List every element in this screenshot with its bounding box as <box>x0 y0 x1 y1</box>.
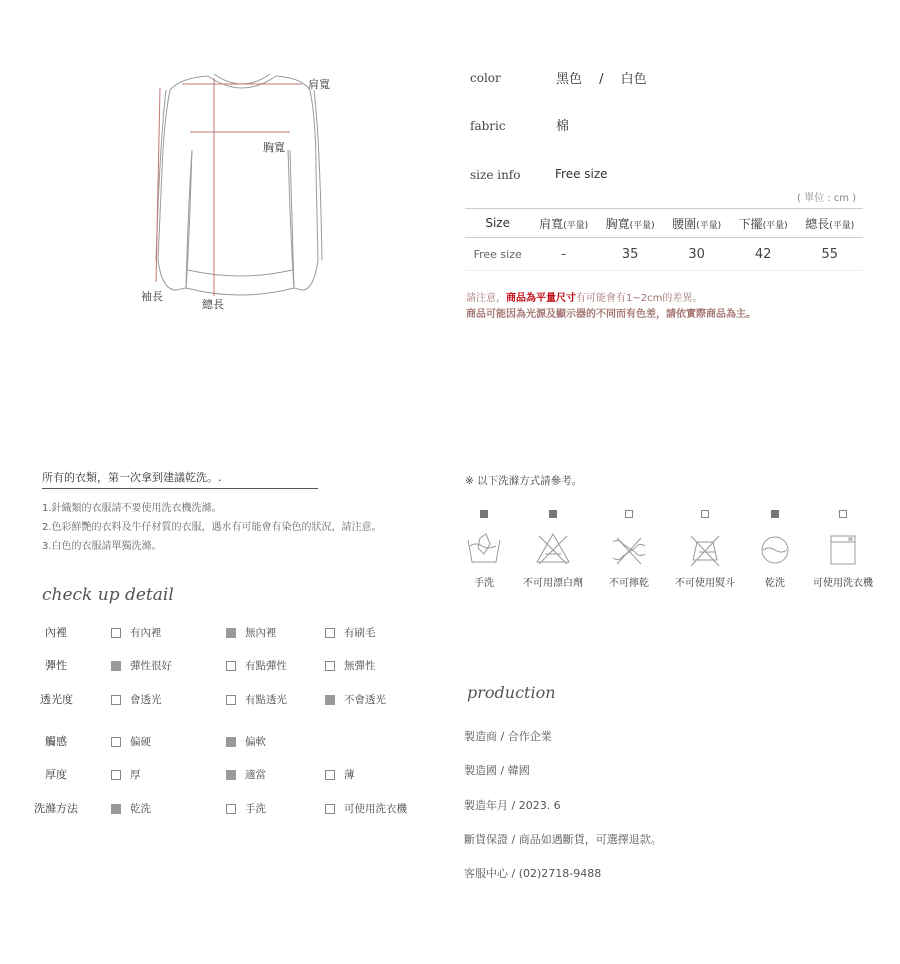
chest-col-header: 胸寬(平量) <box>597 209 664 238</box>
detail-option <box>111 625 162 640</box>
detail-option <box>226 767 266 782</box>
detail-option-label: 無內裡 <box>245 627 277 639</box>
detail-option <box>325 625 376 640</box>
unchecked-box-icon <box>111 628 121 638</box>
checked-box-icon <box>226 770 236 780</box>
wash-item <box>513 510 593 589</box>
table-row <box>465 238 863 271</box>
detail-option <box>111 801 151 816</box>
table-cell: Free size <box>465 238 530 271</box>
no-bleach-icon <box>535 532 571 568</box>
table-cell: 35 <box>597 238 664 271</box>
detail-option-label: 有刷毛 <box>344 627 376 639</box>
checked-box-icon <box>480 510 488 518</box>
wash-item <box>803 510 883 589</box>
wash-label: 手洗 <box>474 578 494 589</box>
notice-line-1: 請注意，商品為平量尺寸有可能會有1~2cm的差異。 <box>466 293 703 304</box>
care-title: 所有的衣類，第一次拿到建議乾洗。. <box>42 469 318 489</box>
detail-option <box>226 734 266 749</box>
detail-option-label: 厚 <box>130 769 141 781</box>
detail-option-label: 有點透光 <box>245 694 287 706</box>
hand-wash-icon <box>466 532 502 568</box>
unchecked-box-icon <box>111 695 121 705</box>
label-sleeve: 袖長 <box>141 290 163 303</box>
detail-row-label: 彈性 <box>45 659 67 672</box>
color-label: color <box>470 71 501 85</box>
table-cell: 30 <box>663 238 730 271</box>
unchecked-box-icon <box>839 510 847 518</box>
shoulder-col-header: 肩寬(平量) <box>530 209 597 238</box>
wash-item <box>665 510 745 589</box>
detail-option-label: 乾洗 <box>130 803 151 815</box>
detail-option-label: 無彈性 <box>344 660 376 672</box>
detail-option-label: 手洗 <box>245 803 266 815</box>
detail-option-label: 薄 <box>344 769 355 781</box>
washing-machine-icon <box>825 532 861 568</box>
detail-option <box>325 767 355 782</box>
checked-box-icon <box>771 510 779 518</box>
checked-box-icon <box>549 510 557 518</box>
detail-option <box>325 801 407 816</box>
detail-option-label: 有內裡 <box>130 627 162 639</box>
table-cell: 42 <box>730 238 797 271</box>
unit-note: ( 單位 : cm ) <box>797 193 857 204</box>
table-cell: 55 <box>796 238 863 271</box>
wash-label: 可使用洗衣機 <box>813 578 873 589</box>
fabric-label: fabric <box>470 119 506 133</box>
detail-option <box>111 734 151 749</box>
unchecked-box-icon <box>325 804 335 814</box>
dry-clean-icon <box>757 532 793 568</box>
detail-row-label: 洗滌方法 <box>34 802 78 815</box>
checked-box-icon <box>325 695 335 705</box>
no-wring-icon <box>611 532 647 568</box>
care-item: 1.針織類的衣服請不要使用洗衣機洗滌。 <box>42 503 222 514</box>
wash-label: 不可使用熨斗 <box>675 578 735 589</box>
detail-option <box>325 692 386 707</box>
unchecked-box-icon <box>226 695 236 705</box>
detail-option <box>226 801 266 816</box>
detail-option-label: 有點彈性 <box>245 660 287 672</box>
size-col-header: Size <box>465 209 530 238</box>
wash-item <box>444 510 524 589</box>
size-table-header <box>465 209 863 238</box>
detail-option <box>111 658 172 673</box>
care-item: 2.色彩鮮艷的衣料及牛仔材質的衣服，遇水有可能會有染色的狀況，請注意。 <box>42 522 382 533</box>
hem-col-header: 下擺(平量) <box>730 209 797 238</box>
unchecked-box-icon <box>111 737 121 747</box>
detail-heading: check up detail <box>42 585 174 605</box>
unchecked-box-icon <box>325 628 335 638</box>
detail-option-label: 彈性很好 <box>130 660 172 672</box>
fabric-value: 棉 <box>556 119 570 134</box>
care-item: 3.白色的衣服請單獨洗滌。 <box>42 541 162 552</box>
detail-option <box>111 767 141 782</box>
production-service: 客服中心 / (02)2718-9488 <box>464 867 602 880</box>
detail-option <box>325 658 376 673</box>
checked-box-icon <box>226 737 236 747</box>
washing-note: ※ 以下洗滌方式請參考。 <box>465 475 583 487</box>
checked-box-icon <box>111 661 121 671</box>
detail-option-label: 不會透光 <box>344 694 386 706</box>
unchecked-box-icon <box>625 510 633 518</box>
length-col-header: 總長(平量) <box>796 209 863 238</box>
detail-option <box>226 658 287 673</box>
label-shoulder: 肩寬 <box>308 78 330 91</box>
garment-diagram <box>130 60 340 310</box>
wash-label: 不可擰乾 <box>609 578 649 589</box>
detail-option-label: 偏硬 <box>130 736 151 748</box>
no-iron-icon <box>687 532 723 568</box>
label-chest: 胸寬 <box>263 141 285 154</box>
detail-option <box>111 692 162 707</box>
detail-row-label: 厚度 <box>45 768 67 781</box>
wash-item <box>589 510 669 589</box>
table-cell: - <box>530 238 597 271</box>
production-guarantee: 斷貨保證 / 商品如遇斷貨，可選擇退款。 <box>464 833 662 846</box>
detail-option-label: 會透光 <box>130 694 162 706</box>
detail-row-label: 內裡 <box>45 626 67 639</box>
color-value: 黑色 / 白色 <box>556 72 647 87</box>
wash-label: 乾洗 <box>765 578 785 589</box>
unchecked-box-icon <box>325 770 335 780</box>
production-country: 製造國 / 韓國 <box>464 764 530 777</box>
detail-option-label: 偏軟 <box>245 736 266 748</box>
detail-row-label: 透光度 <box>40 693 73 706</box>
production-maker: 製造商 / 合作企業 <box>464 730 552 743</box>
sizeinfo-label: size info <box>470 168 521 182</box>
unchecked-box-icon <box>111 770 121 780</box>
unchecked-box-icon <box>701 510 709 518</box>
notice-line-2: 商品可能因為光源及顯示器的不同而有色差，請依實際商品為主。 <box>466 309 756 320</box>
care-list <box>42 499 382 556</box>
wash-label: 不可用漂白劑 <box>523 578 583 589</box>
checked-box-icon <box>111 804 121 814</box>
checked-box-icon <box>226 628 236 638</box>
production-date: 製造年月 / 2023. 6 <box>464 799 561 812</box>
detail-option <box>226 625 277 640</box>
unchecked-box-icon <box>226 661 236 671</box>
size-table <box>465 208 863 271</box>
waist-col-header: 腰圍(平量) <box>663 209 730 238</box>
detail-option <box>226 692 287 707</box>
detail-option-label: 可使用洗衣機 <box>344 803 407 815</box>
unchecked-box-icon <box>226 804 236 814</box>
detail-option-label: 適當 <box>245 769 266 781</box>
production-heading: production <box>467 683 556 702</box>
detail-row-label: 觸感 <box>45 735 67 748</box>
label-length: 總長 <box>202 298 224 311</box>
sizeinfo-value: Free size <box>555 167 608 181</box>
unchecked-box-icon <box>325 661 335 671</box>
